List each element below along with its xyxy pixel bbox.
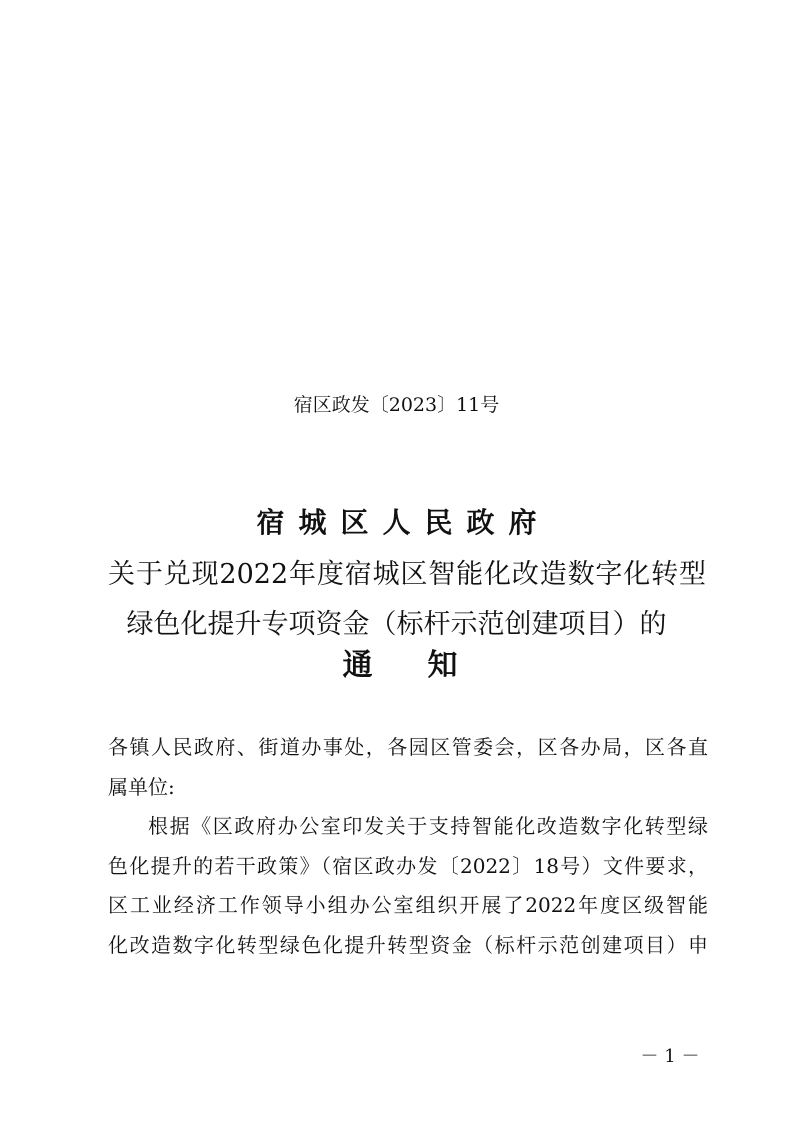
paragraph-line: 区工业经济工作领导小组办公室组织开展了2022年度区级智能 <box>108 893 708 917</box>
salutation <box>108 728 708 807</box>
salutation-line: 属单位: <box>108 774 175 799</box>
subject-title-line-2: 绿色化提升专项资金（标杆示范创建项目）的 <box>126 609 667 640</box>
salutation-line: 各镇人民政府、街道办事处，各园区管委会，区各办局，区各直 <box>108 735 708 759</box>
body-paragraph <box>108 807 708 965</box>
document-body <box>108 728 708 965</box>
paragraph-line: 化改造数字化转型绿色化提升转型资金（标杆示范创建项目）申 <box>108 932 708 957</box>
paragraph-line: 色化提升的若干政策》（宿区政办发〔2022〕18号）文件要求， <box>108 853 708 878</box>
document-number: 宿区政发〔2023〕11号 <box>293 394 500 416</box>
page-number: － 1 － <box>640 1046 700 1067</box>
document-type-title: 通知 <box>342 648 513 683</box>
paragraph-line: 根据《区政府办公室印发关于支持智能化改造数字化转型绿 <box>148 814 708 838</box>
subject-title-line-1: 关于兑现2022年度宿城区智能化改造数字化转型 <box>108 559 706 590</box>
issuer-title: 宿城区人民政府 <box>256 506 551 539</box>
